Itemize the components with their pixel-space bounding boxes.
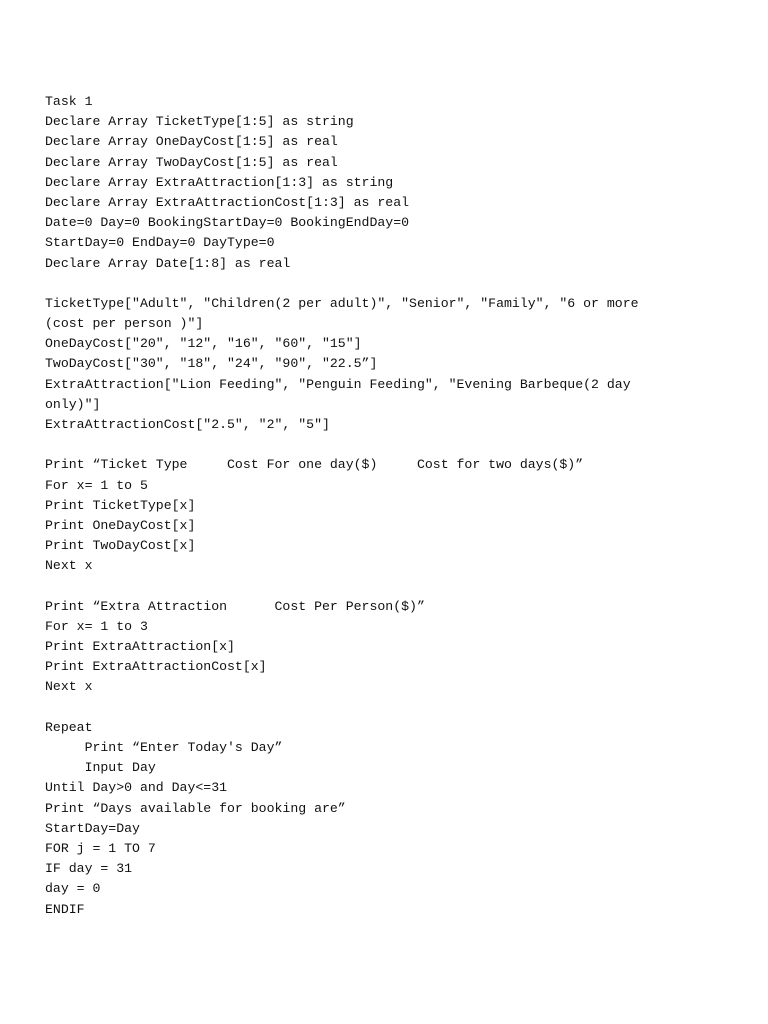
code-line: Declare Array Date[1:8] as real	[45, 255, 291, 271]
code-line: Next x	[45, 679, 93, 695]
code-line: Declare Array TwoDayCost[1:5] as real	[45, 154, 338, 170]
code-line: Print TicketType[x]	[45, 497, 196, 513]
blank-line	[45, 577, 745, 597]
code-line: Declare Array ExtraAttraction[1:3] as string	[45, 174, 394, 190]
code-line: Declare Array ExtraAttractionCost[1:3] as real	[45, 194, 410, 210]
blank-line	[45, 698, 745, 718]
code-line: OneDayCost["20", "12", "16", "60", "15"]	[45, 336, 362, 352]
code-line: only)"]	[45, 396, 101, 412]
code-line: Print TwoDayCost[x]	[45, 538, 196, 554]
code-line: (cost per person )"]	[45, 316, 204, 332]
code-line: Task 1	[45, 94, 93, 109]
pseudocode-block	[45, 92, 745, 920]
code-line: day = 0	[45, 881, 101, 897]
code-line: For x= 1 to 5	[45, 477, 148, 493]
code-line: ExtraAttractionCost["2.5", "2", "5"]	[45, 417, 330, 432]
code-line: IF day = 31	[45, 861, 133, 877]
code-line: ExtraAttraction["Lion Feeding", "Penguin Feeding", "Evening Barbeque(2 day	[45, 376, 631, 392]
code-line: Print ExtraAttractionCost[x]	[45, 659, 267, 675]
code-line: Declare Array TicketType[1:5] as string	[45, 114, 354, 130]
code-line: Print “Extra Attraction Cost Per Person($)”	[45, 598, 425, 614]
code-line: ENDIF	[45, 901, 85, 917]
blank-line	[45, 435, 745, 455]
code-line: Declare Array OneDayCost[1:5] as real	[45, 134, 338, 150]
blank-line	[45, 274, 745, 294]
code-line: Repeat	[45, 719, 93, 735]
code-line: StartDay=0 EndDay=0 DayType=0	[45, 235, 275, 251]
code-line: Print “Days available for booking are”	[45, 800, 346, 816]
code-line: Print OneDayCost[x]	[45, 517, 196, 533]
code-line: Input Day	[45, 760, 156, 776]
code-line: Print “Ticket Type Cost For one day($) Cost for two days($)”	[45, 457, 584, 473]
code-line: StartDay=Day	[45, 820, 140, 836]
code-line: Print ExtraAttraction[x]	[45, 639, 235, 655]
code-line: FOR j = 1 TO 7	[45, 840, 156, 856]
code-line: Next x	[45, 558, 93, 574]
code-line: Until Day>0 and Day<=31	[45, 780, 228, 796]
code-line: Date=0 Day=0 BookingStartDay=0 BookingEndDay=0	[45, 215, 410, 231]
code-line: TwoDayCost["30", "18", "24", "90", "22.5”]	[45, 356, 378, 372]
code-line: Print “Enter Today's Day”	[45, 740, 283, 755]
code-line: For x= 1 to 3	[45, 618, 148, 634]
code-line: TicketType["Adult", "Children(2 per adult)", "Senior", "Family", "6 or more	[45, 295, 639, 311]
